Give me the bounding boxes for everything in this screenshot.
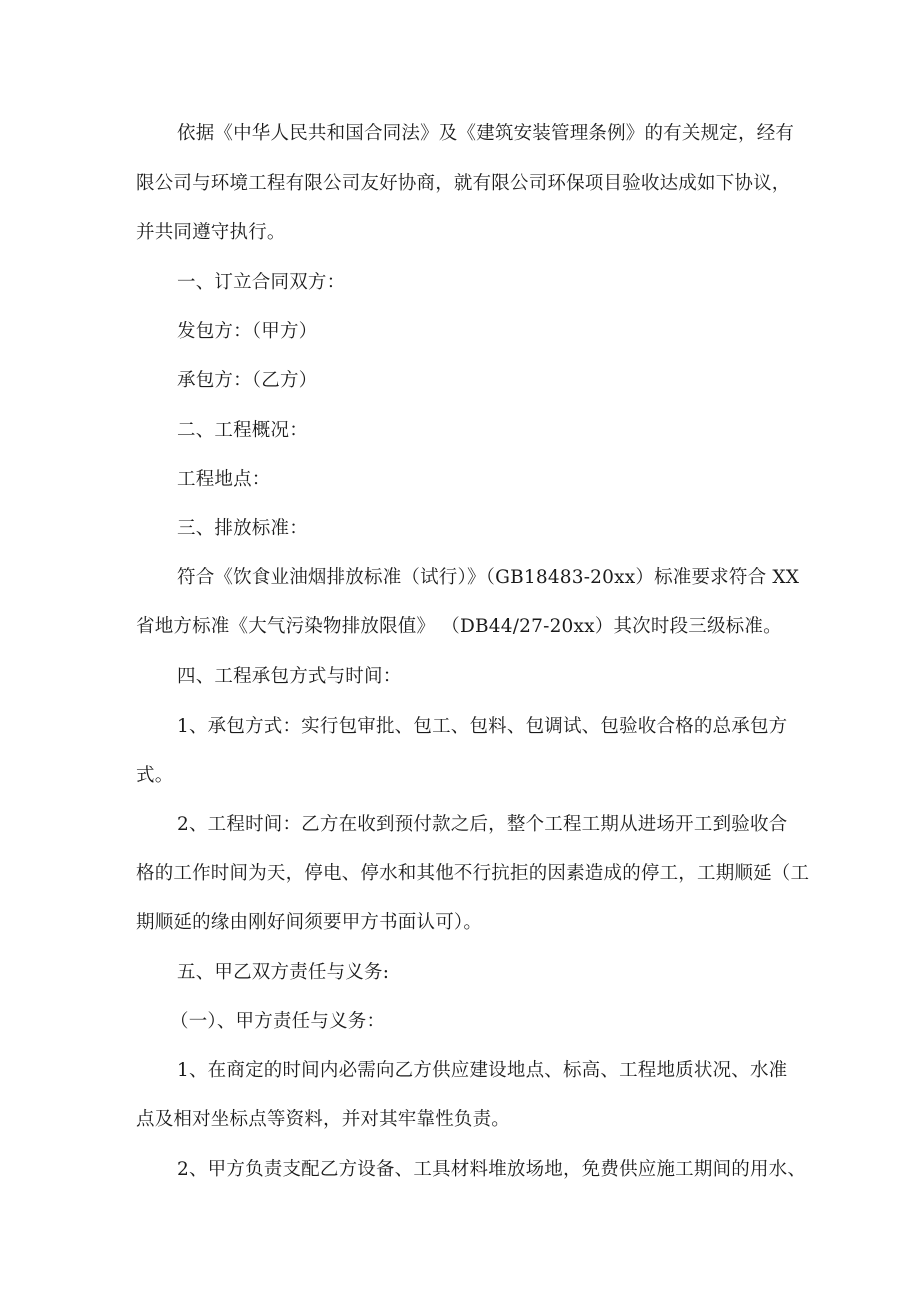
section-heading-3: 三、排放标准： bbox=[177, 518, 308, 539]
paragraph-intro-line-3: 并共同遵守执行。 bbox=[136, 222, 286, 243]
subsection-heading-party-a: （一）、甲方责任与义务： bbox=[170, 1011, 386, 1032]
project-time-line-1: 2、工程时间：乙方在收到预付款之后，整个工程工期从进场开工到验收合 bbox=[177, 814, 788, 835]
section-heading-2: 二、工程概况： bbox=[177, 420, 308, 441]
contract-method-line-1: 1、承包方式：实行包审批、包工、包料、包调试、包验收合格的总承包方 bbox=[177, 716, 788, 737]
contract-method-line-2: 式。 bbox=[136, 765, 174, 786]
emission-standard-line-1: 符合《饮食业油烟排放标准（试行）》（GB18483-20xx）标准要求符合 XX bbox=[177, 567, 800, 588]
party-a-duty-1-line-1: 1、在商定的时间内必需向乙方供应建设地点、标高、工程地质状况、水准 bbox=[177, 1060, 788, 1081]
emission-standard-line-2: 省地方标准《大气污染物排放限值》 （DB44/27-20xx）其次时段三级标准。 bbox=[136, 616, 782, 637]
project-location-line: 工程地点： bbox=[177, 469, 271, 490]
party-a-duty-2-line-1: 2、甲方负责支配乙方设备、工具材料堆放场地，免费供应施工期间的用水、 bbox=[177, 1159, 807, 1180]
party-a-duty-1-line-2: 点及相对坐标点等资料，并对其牢靠性负责。 bbox=[136, 1109, 511, 1130]
project-time-line-3: 期顺延的缘由刚好间须要甲方书面认可）。 bbox=[136, 912, 483, 933]
party-a-line: 发包方：（甲方） bbox=[177, 321, 318, 342]
project-time-line-2: 格的工作时间为天，停电、停水和其他不行抗拒的因素造成的停工，工期顺延（工 bbox=[136, 863, 810, 884]
section-heading-5: 五、甲乙双方责任与义务: bbox=[177, 962, 390, 983]
paragraph-intro-line-2: 限公司与环境工程有限公司友好协商，就有限公司环保项目验收达成如下协议， bbox=[136, 173, 791, 194]
party-b-line: 承包方：（乙方） bbox=[177, 370, 318, 391]
section-heading-4: 四、工程承包方式与时间： bbox=[177, 666, 402, 687]
paragraph-intro-line-1: 依据《中华人民共和国合同法》及《建筑安装管理条例》的有关规定，经有 bbox=[177, 123, 795, 144]
section-heading-1: 一、订立合同双方： bbox=[177, 272, 346, 293]
